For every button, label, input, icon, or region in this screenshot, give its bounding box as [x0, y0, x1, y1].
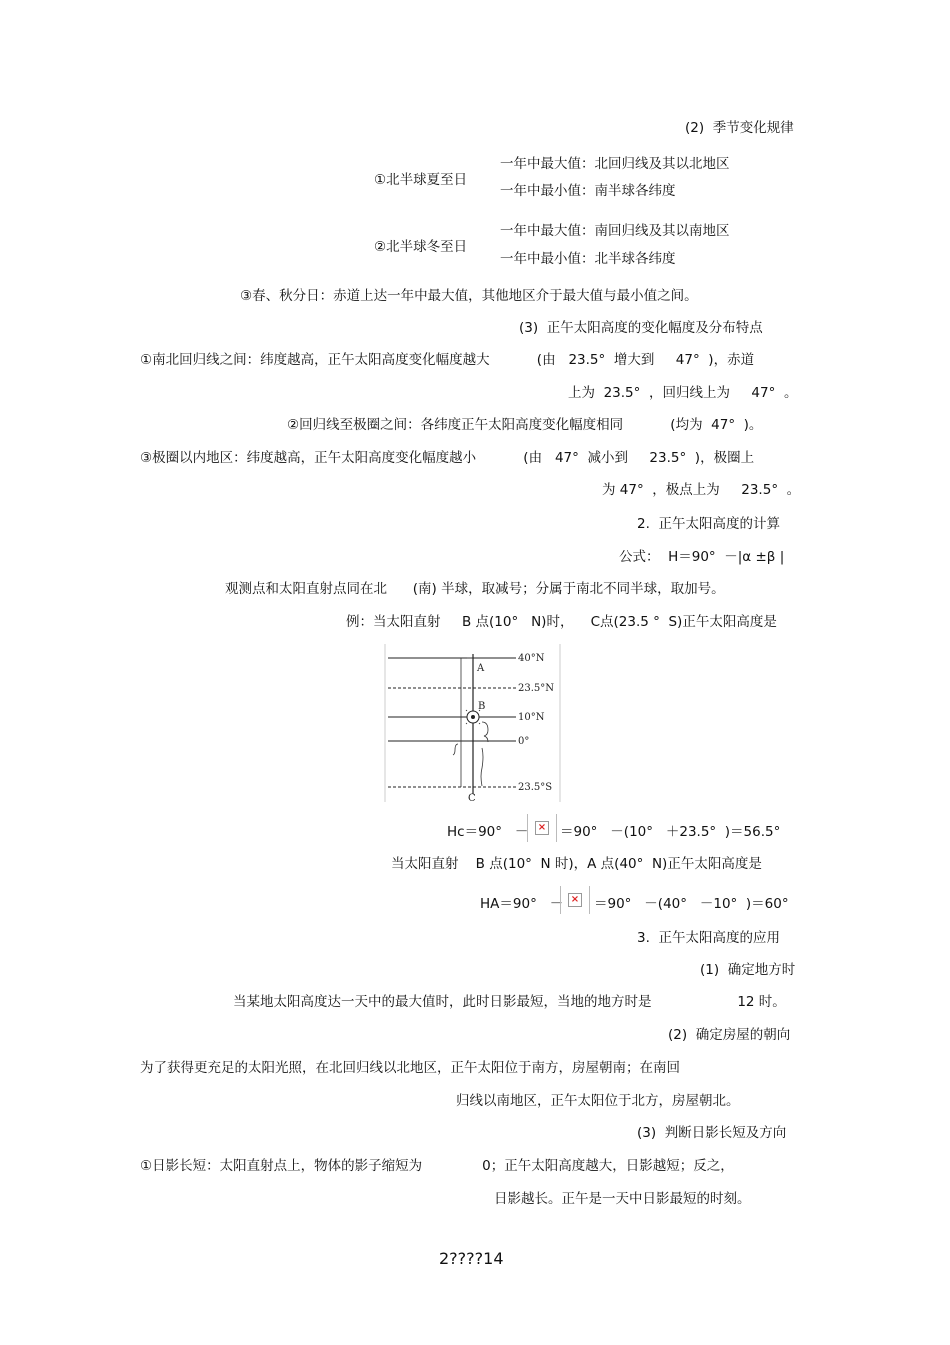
label-10n: 10°N	[518, 712, 545, 723]
broken-image-icon: ×	[560, 886, 590, 914]
shadow-text: ①日影长短：太阳直射点上，物体的影子缩短为 0；正午太阳高度越大，日影越短；反之，	[140, 1158, 734, 1174]
north-winter-min: 一年中最小值：北半球各纬度	[500, 251, 676, 267]
north-summer-min: 一年中最小值：南半球各纬度	[500, 183, 676, 199]
subsection-3: (3) 判断日影长短及方向	[637, 1125, 787, 1141]
label-23n: 23.5°N	[518, 683, 555, 694]
label-a: A	[477, 663, 485, 674]
north-winter-max: 一年中最大值：南回归线及其以南地区	[500, 223, 730, 239]
latitude-diagram	[384, 644, 562, 804]
north-summer-max: 一年中最大值：北回归线及其以北地区	[500, 156, 730, 172]
equation-2-right: ＝90° －(40° －10° )＝60°	[594, 896, 789, 912]
label-b: B	[478, 701, 486, 712]
broken-image-icon: ×	[527, 814, 557, 842]
shadow-text-cont: 日影越长。正午是一天中日影最短的时刻。	[494, 1191, 751, 1207]
equinox-text: ③春、秋分日：赤道上达一年中最大值，其他地区介于最大值与最小值之间。	[240, 288, 698, 304]
formula-rule: 观测点和太阳直射点同在北 (南) 半球，取减号；分属于南北不同半球，取加号。	[225, 581, 725, 597]
example-2-text: 当太阳直射 B 点(10° N 时)，A 点(40° N)正午太阳高度是	[391, 856, 762, 872]
section-2-title: 2. 正午太阳高度的计算	[637, 516, 780, 532]
tropics-text-cont: 上为 23.5° ，回归线上为 47° 。	[568, 385, 798, 401]
section-3-title: (3) 正午太阳高度的变化幅度及分布特点	[519, 320, 763, 336]
temperate-text: ②回归线至极圈之间：各纬度正午太阳高度变化幅度相同 (均为 47° )。	[287, 417, 763, 433]
equation-2-left: HA＝90° －	[480, 896, 564, 912]
equation-1-left: Hc＝90° －	[447, 824, 529, 840]
label-c: C	[468, 793, 476, 804]
label-40n: 40°N	[518, 653, 545, 664]
section-3-heading: 3. 正午太阳高度的应用	[637, 930, 780, 946]
label-23s: 23.5°S	[518, 782, 553, 793]
section-subtitle: (2) 季节变化规律	[685, 120, 794, 136]
local-time-text: 当某地太阳高度达一天中的最大值时，此时日影最短，当地的地方时是 12 时。	[233, 994, 786, 1010]
equation-1-right: ＝90° －(10° ＋23.5° )＝56.5°	[560, 824, 781, 840]
example-text: 例：当太阳直射 B 点(10° N)时， C点(23.5 ° S)正午太阳高度是	[346, 614, 777, 630]
label-equator: 0°	[518, 736, 530, 747]
polar-text-cont: 为 47° ，极点上为 23.5° 。	[602, 482, 801, 498]
orientation-text: 为了获得更充足的太阳光照，在北回归线以北地区，正午太阳位于南方，房屋朝南；在南回	[140, 1060, 680, 1076]
north-winter-label: ②北半球冬至日	[374, 239, 468, 255]
formula: 公式： H＝90° －|α ±β |	[619, 549, 785, 565]
subsection-2: (2) 确定房屋的朝向	[668, 1027, 791, 1043]
subsection-1: (1) 确定地方时	[700, 962, 796, 978]
page-footer: 2????14	[439, 1249, 504, 1268]
polar-text: ③极圈以内地区：纬度越高，正午太阳高度变化幅度越小 (由 47° 减小到 23.5° )，极圈上	[140, 450, 755, 466]
tropics-text: ①南北回归线之间：纬度越高，正午太阳高度变化幅度越大 (由 23.5° 增大到 47° )，赤道	[140, 352, 755, 368]
orientation-text-cont: 归线以南地区，正午太阳位于北方，房屋朝北。	[456, 1093, 740, 1109]
north-summer-label: ①北半球夏至日	[374, 172, 468, 188]
